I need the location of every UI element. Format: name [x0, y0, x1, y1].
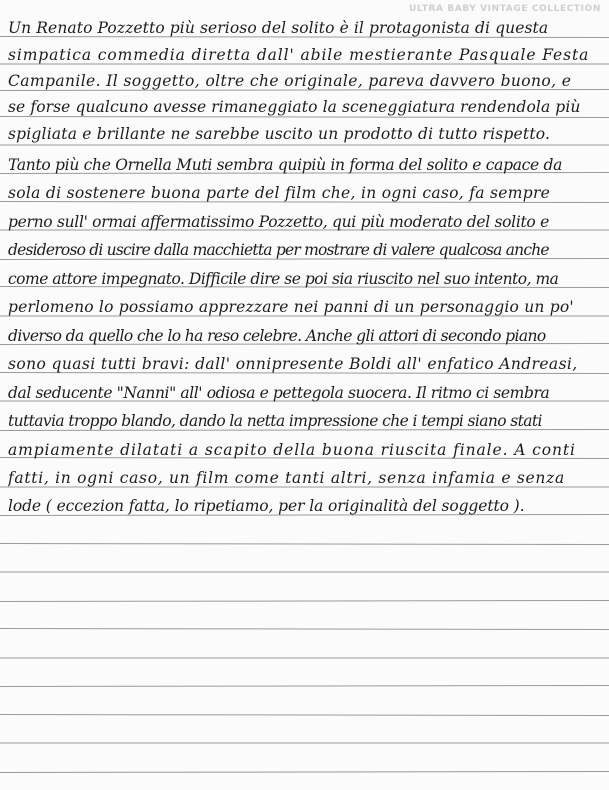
text-line: Campanile. Il soggetto, oltre che originale, pareva davvero buono, e: [8, 72, 572, 90]
text-line: perno sull' ormai affermatissimo Pozzetto, qui più moderato del solito e: [8, 213, 549, 231]
text-line: fatti, in ogni caso, un film come tanti altri, senza infamia e senza: [8, 469, 565, 487]
text-line: diverso da quello che lo ha reso celebre. Anche gli attori di secondo piano: [8, 327, 546, 345]
text-line: lode ( eccezion fatta, lo ripetiamo, per la originalità del soggetto ).: [8, 497, 525, 515]
ruled-line: [0, 544, 609, 545]
watermark: ULTRA BABY VINTAGE COLLECTION: [408, 4, 601, 14]
text-line: tuttavia troppo blando, dando la netta impressione che i tempi siano stati: [8, 412, 542, 430]
text-line: se forse qualcuno avesse rimaneggiato la sceneggiatura rendendola più: [8, 98, 581, 116]
text-line: desideroso di uscire dalla macchietta per mostrare di valere qualcosa anche: [8, 241, 549, 259]
text-line: perlomeno lo possiamo apprezzare nei panni di un personaggio un po': [8, 298, 574, 316]
text-line: come attore impegnato. Difficile dire se poi sia riuscito nel suo intento, ma: [8, 270, 559, 288]
ruled-line: [0, 772, 609, 773]
text-line: simpatica commedia diretta dall' abile mestierante Pasquale Festa: [8, 46, 590, 64]
text-line: Tanto più che Ornella Muti sembra quipiù in forma del solito e capace da: [8, 156, 563, 174]
text-line: ampiamente dilatati a scapito della buona riuscita finale. A conti: [8, 441, 576, 459]
text-line: Un Renato Pozzetto più serioso del solito è il protagonista di questa: [8, 19, 549, 37]
text-line: spigliata e brillante ne sarebbe uscito un prodotto di tutto rispetto.: [8, 125, 551, 143]
ruled-line: [0, 686, 609, 687]
text-line: dal seducente "Nanni" all' odiosa e pettegola suocera. Il ritmo ci sembra: [8, 384, 550, 402]
ruled-line: [0, 715, 609, 716]
ruled-line: [0, 601, 609, 602]
text-line: sola di sostenere buona parte del film che, in ogni caso, fa sempre: [8, 184, 551, 202]
text-line: sono quasi tutti bravi: dall' onnipresente Boldi all' enfatico Andreasi,: [8, 355, 578, 373]
ruled-line: [0, 629, 609, 630]
